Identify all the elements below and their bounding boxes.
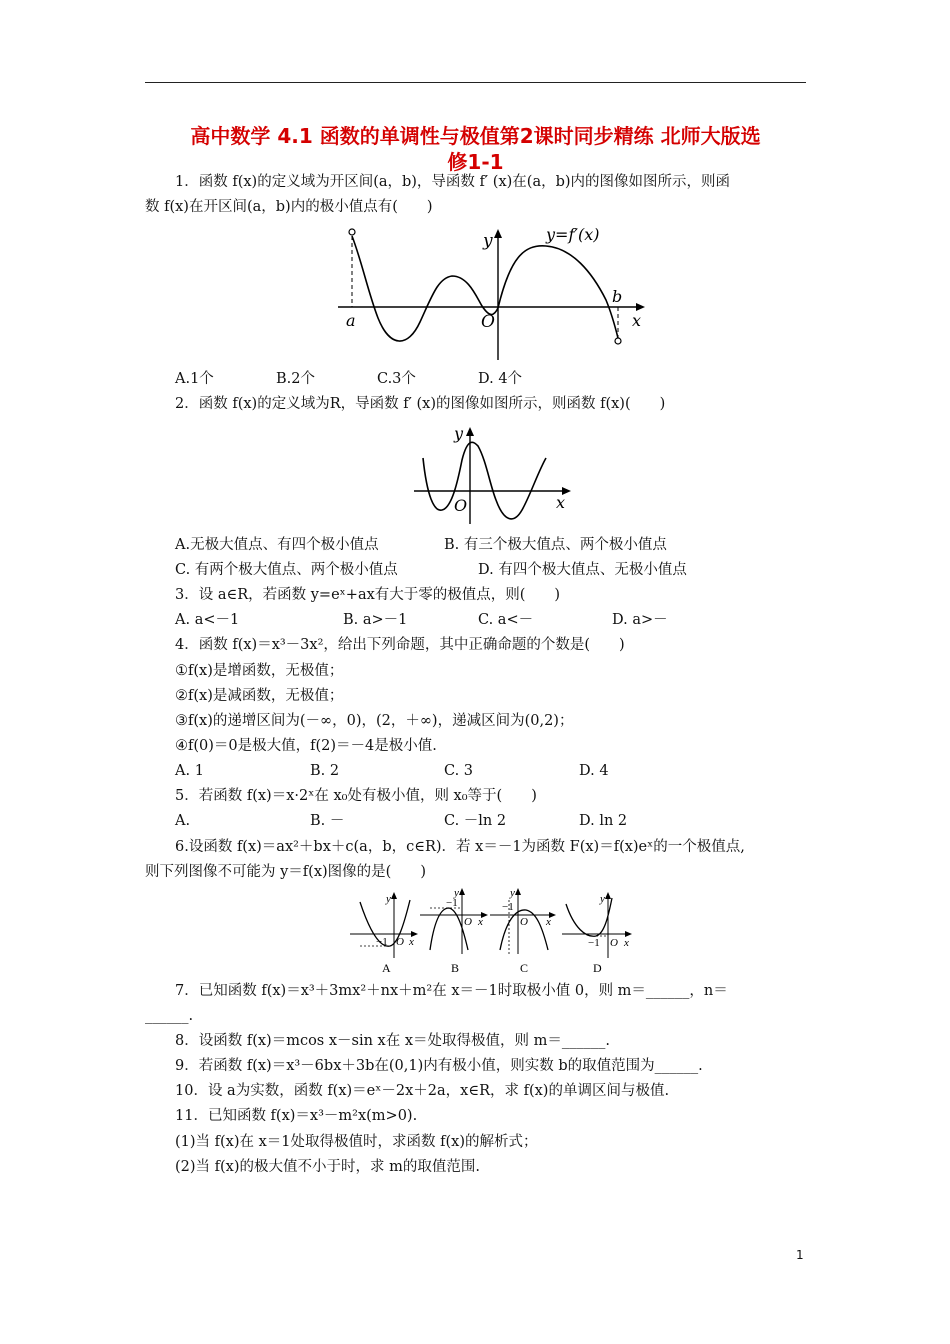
- q5-stem: 5．若函数 f(x)＝x·2ˣ在 x₀处有极小值，则 x₀等于( ): [175, 788, 537, 804]
- q2-option-b: B. 有三个极大值点、两个极小值点: [444, 537, 667, 553]
- q1-option-c: C.3个: [377, 371, 416, 387]
- q1-stem-2: 数 f(x)在开区间(a，b)内的极小值点有( ): [145, 199, 433, 215]
- q11-part-2: (2)当 f(x)的极大值不小于时，求 m的取值范围.: [175, 1159, 480, 1175]
- q5-option-d: D. ln 2: [579, 813, 628, 829]
- q2-y-label: y: [454, 424, 464, 443]
- q6a-origin: O: [396, 936, 404, 948]
- q7-stem-1: 7．已知函数 f(x)＝x³＋3mx²＋nx＋m²在 x＝－1时取极小值 0，则 m＝______，n＝: [175, 983, 728, 999]
- q6d-origin: O: [610, 937, 618, 949]
- q2-option-d: D. 有四个极大值点、无极小值点: [478, 562, 687, 578]
- q2-origin-label: O: [454, 496, 468, 515]
- q5-option-a: A.: [175, 813, 191, 829]
- q6a-x: x: [409, 936, 414, 948]
- q1-option-d: D. 4个: [478, 371, 523, 387]
- q6b-origin: O: [464, 916, 472, 928]
- q1-origin-label: O: [481, 312, 495, 332]
- q4-stem: 4．函数 f(x)＝x³－3x²，给出下列命题，其中正确命题的个数是( ): [175, 637, 625, 653]
- q3-option-c: C. a<－: [478, 612, 534, 628]
- q6-graph-a: [350, 892, 418, 958]
- q2-option-c: C. 有两个极大值点、两个极小值点: [175, 562, 398, 578]
- q6-graph-d: [562, 892, 632, 958]
- q6d-minus-one: −1: [588, 937, 600, 949]
- q6-graph-b: [420, 887, 488, 954]
- q6c-origin: O: [520, 916, 528, 928]
- q10-stem: 10．设 a为实数，函数 f(x)＝eˣ－2x＋2a，x∈R，求 f(x)的单调区间与极值.: [175, 1083, 670, 1099]
- q3-option-a: A. a<－1: [175, 612, 240, 628]
- q6b-y: y: [454, 887, 459, 899]
- document-title: [145, 123, 806, 175]
- q1-y-label: y: [483, 231, 493, 251]
- q6d-x: x: [624, 937, 629, 949]
- header-rule: [145, 82, 806, 83]
- q5-option-c: C. －ln 2: [444, 813, 507, 829]
- q2-stem: 2．函数 f(x)的定义域为R，导函数 f′ (x)的图像如图所示，则函数 f(x)( ): [175, 396, 666, 412]
- q4-item-3: ③f(x)的递增区间为(－∞，0)，(2，＋∞)，递减区间为(0,2)；: [175, 713, 574, 729]
- q6-stem-1: 6.设函数 f(x)＝ax²＋bx＋c(a，b，c∈R)．若 x＝－1为函数 F(x)＝f(x)eˣ的一个极值点,: [175, 839, 745, 855]
- q3-option-d: D. a>－: [612, 612, 668, 628]
- q1-x-label: x: [632, 311, 642, 330]
- q2-x-label: x: [556, 493, 566, 512]
- q4-option-d: D. 4: [579, 763, 609, 779]
- q3-option-b: B. a>－1: [343, 612, 408, 628]
- q4-option-c: C. 3: [444, 763, 474, 779]
- q1-graph: [332, 222, 652, 364]
- q6-label-a: A: [382, 961, 391, 975]
- q4-option-b: B. 2: [310, 763, 340, 779]
- q1-func-label: y=f′(x): [546, 225, 600, 244]
- q4-option-a: A. 1: [175, 763, 204, 779]
- q7-stem-2: ______.: [145, 1008, 194, 1024]
- q1-b-label: b: [612, 287, 623, 306]
- q6c-minus-one: −1: [502, 901, 514, 913]
- q2-graph: [410, 418, 580, 528]
- q6-label-d: D: [593, 961, 602, 975]
- q4-item-1: ①f(x)是增函数，无极值；: [175, 663, 344, 679]
- q6d-y: y: [600, 893, 605, 905]
- q6c-y: y: [510, 887, 515, 899]
- q11-stem: 11．已知函数 f(x)＝x³－m²x(m>0).: [175, 1108, 418, 1124]
- q6-graph-c: [490, 887, 556, 954]
- q1-option-b: B.2个: [276, 371, 315, 387]
- title-line-2: 修1-1: [447, 150, 504, 174]
- q4-item-4: ④f(0)＝0是极大值，f(2)＝－4是极小值.: [175, 738, 437, 754]
- q8-stem: 8．设函数 f(x)＝mcos x－sin x在 x＝处取得极值，则 m＝______.: [175, 1033, 610, 1049]
- q1-stem-1: 1．函数 f(x)的定义域为开区间(a，b)，导函数 f′ (x)在(a，b)内的图像如图所示，则函: [175, 174, 731, 190]
- q6-graphs: [345, 884, 640, 978]
- q3-stem: 3．设 a∈R，若函数 y=eˣ+ax有大于零的极值点，则( ): [175, 587, 561, 603]
- q11-part-1: (1)当 f(x)在 x＝1处取得极值时，求函数 f(x)的解析式；: [175, 1134, 538, 1150]
- q6a-minus-one: −1: [376, 936, 388, 948]
- page-number: 1: [796, 1248, 804, 1262]
- q1-a-label: a: [346, 311, 356, 330]
- q6-stem-2: 则下列图像不可能为 y＝f(x)图像的是( ): [145, 864, 426, 880]
- q4-item-2: ②f(x)是减函数，无极值；: [175, 688, 344, 704]
- q5-option-b: B. －: [310, 813, 345, 829]
- q6-label-b: B: [451, 961, 460, 975]
- q1-option-a: A.1个: [175, 371, 214, 387]
- q6a-y: y: [386, 893, 391, 905]
- q6-label-c: C: [520, 961, 529, 975]
- q6c-x: x: [546, 916, 551, 928]
- q6b-x: x: [478, 916, 483, 928]
- q6b-minus-one: −1: [446, 897, 458, 909]
- q9-stem: 9．若函数 f(x)＝x³－6bx＋3b在(0,1)内有极小值，则实数 b的取值范围为______.: [175, 1058, 703, 1074]
- title-line-1: 高中数学 4.1 函数的单调性与极值第2课时同步精练 北师大版选: [190, 124, 761, 148]
- q2-option-a: A.无极大值点、有四个极小值点: [175, 537, 379, 553]
